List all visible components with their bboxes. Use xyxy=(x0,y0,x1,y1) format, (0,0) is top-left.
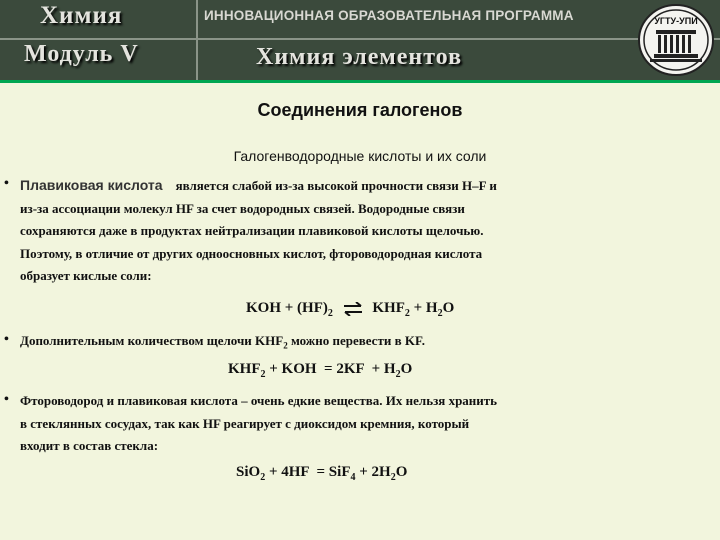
paragraph-3-line-3: входит в состав стекла: xyxy=(20,438,159,453)
eq3-b: + 4HF = SiF xyxy=(265,464,351,480)
bullet-3: • xyxy=(4,392,9,407)
equilibrium-arrows-icon xyxy=(343,302,363,316)
paragraph-2 xyxy=(20,330,690,357)
eq1-left: KOH + (HF) xyxy=(246,300,328,316)
paragraph-1-line-4: Поэтому, в отличие от других одноосновных кислот, фтороводородная кислота xyxy=(20,245,483,261)
eq2-b-sub: 2 xyxy=(395,369,401,380)
slide-subtitle: Галогенводородные кислоты и их соли xyxy=(233,148,487,164)
paragraph-1-line-1 xyxy=(20,174,690,198)
paragraph-1-line-1-text: является слабой из-за высокой прочности связи H–F и xyxy=(175,178,497,193)
course-title: Химия xyxy=(40,2,123,29)
paragraph-2-sub: 2 xyxy=(283,340,288,351)
paragraph-1 xyxy=(20,174,690,288)
eq3-c: + 2H xyxy=(355,464,391,480)
paragraph-3-line-1: Фтороводород и плавиковая кислота – очень едкие вещества. Их нельзя хранить xyxy=(20,393,498,408)
subject-title: Химия элементов xyxy=(256,44,463,70)
paragraph-1-line-3: сохраняются даже в продуктах нейтрализации плавиковой кислоты щелочью. xyxy=(20,223,484,238)
paragraph-3 xyxy=(20,390,690,458)
eq1-right: KHF xyxy=(372,300,405,316)
eq2-a: KHF xyxy=(228,361,261,377)
header-bar xyxy=(0,0,720,80)
equation-2 xyxy=(228,361,412,380)
eq2-c: O xyxy=(400,361,413,377)
highlight-term: Плавиковая кислота xyxy=(20,177,163,193)
eq1-left-sub: 2 xyxy=(327,308,333,319)
university-logo xyxy=(636,2,716,78)
eq3-d: O xyxy=(395,464,408,480)
header-divider-vertical xyxy=(196,0,198,80)
paragraph-1-line-5: образует кислые соли: xyxy=(20,268,152,283)
eq1-right-sub: 2 xyxy=(404,308,410,319)
paragraph-2-text-a: Дополнительным количеством щелочи KHF xyxy=(20,333,284,348)
eq1-o: O xyxy=(442,300,455,316)
paragraph-1-line-2: из-за ассоциации молекул HF за счет водородных связей. Водородные связи xyxy=(20,200,465,216)
eq3-b-sub: 4 xyxy=(350,472,356,483)
paragraph-3-line-2: в стеклянных сосудах, так как HF реагирует с диоксидом кремния, который xyxy=(20,415,470,431)
eq2-b: + KOH = 2KF + H xyxy=(265,361,396,377)
program-title: ИННОВАЦИОННАЯ ОБРАЗОВАТЕЛЬНАЯ ПРОГРАММА xyxy=(204,8,574,23)
equation-1 xyxy=(246,300,454,319)
eq3-c-sub: 2 xyxy=(390,472,396,483)
equation-3 xyxy=(236,464,407,483)
logo-text: УГТУ-УПИ xyxy=(654,16,698,26)
bullet-2: • xyxy=(4,332,9,347)
paragraph-2-text-b: можно перевести в KF. xyxy=(287,333,425,348)
eq3-a: SiO xyxy=(236,464,261,480)
bullet-1: • xyxy=(4,176,9,191)
eq3-a-sub: 2 xyxy=(260,472,266,483)
header-accent-line xyxy=(0,80,720,83)
module-title: Модуль V xyxy=(24,41,139,67)
eq1-h2o-sub: 2 xyxy=(437,308,443,319)
eq1-tail: + H xyxy=(409,300,438,316)
header-divider-horizontal xyxy=(0,38,720,40)
eq2-a-sub: 2 xyxy=(260,369,266,380)
slide-title: Соединения галогенов xyxy=(257,100,463,120)
